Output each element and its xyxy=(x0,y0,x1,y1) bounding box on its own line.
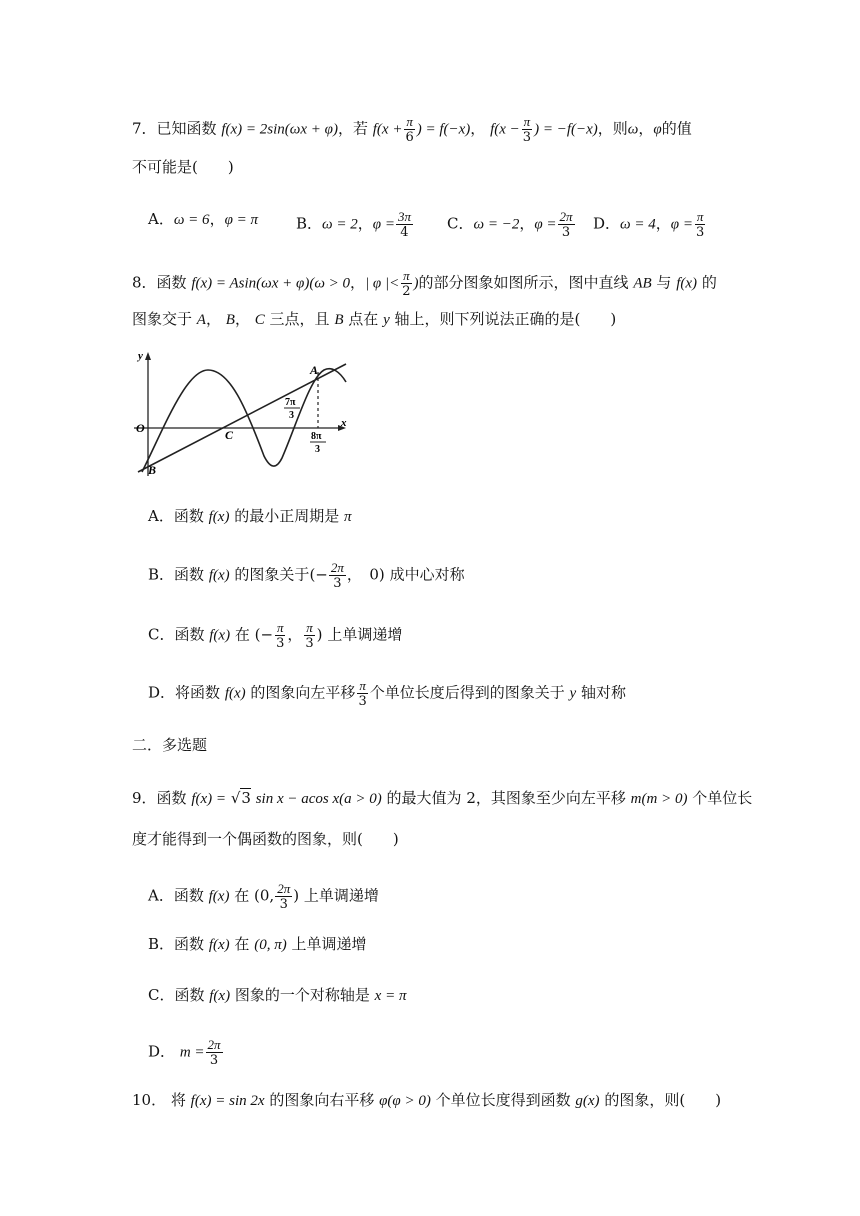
option-paren: (− xyxy=(309,565,328,584)
option-sep: ， xyxy=(209,210,225,228)
option-fraction xyxy=(694,209,706,240)
option-text: 在 xyxy=(234,886,250,905)
q7-number: 7． xyxy=(132,119,157,138)
option-label: A．函数 xyxy=(148,507,204,525)
q9-option-c[interactable] xyxy=(148,985,406,1006)
option-label: B． xyxy=(296,214,323,233)
frac-den: 3 xyxy=(276,636,285,651)
q7-condition-1b: ) = f(−x) xyxy=(416,121,471,138)
q7-fraction xyxy=(521,114,533,145)
option-paren: ) xyxy=(293,886,300,905)
option-label: B．函数 xyxy=(148,565,205,584)
q7-condition-1: f(x + xyxy=(372,121,403,138)
q9-number: 9． xyxy=(132,789,157,807)
option-omega: ω = −2 xyxy=(473,216,520,233)
q8-text: 函数 xyxy=(156,273,187,292)
q8-fx: f(x) xyxy=(676,275,698,292)
sine-curve xyxy=(142,369,346,472)
q8-option-c[interactable] xyxy=(148,620,402,651)
q8-function: f(x) = Asin(ωx + φ)(ω > 0 xyxy=(191,275,351,292)
option-text: 在 xyxy=(234,625,250,644)
q9-text: 的最大值为 2，其图象至少向左平移 xyxy=(386,789,626,807)
q9-option-b[interactable] xyxy=(148,934,367,955)
option-label: A． xyxy=(148,210,174,228)
option-fx: f(x) xyxy=(209,988,231,1004)
option-text: 图象的一个对称轴是 xyxy=(234,986,370,1004)
q7-sep: ， xyxy=(638,119,654,138)
option-label: C． xyxy=(447,214,474,233)
q10-gx: g(x) xyxy=(575,1093,600,1109)
option-value: π xyxy=(344,509,352,525)
q9-function: f(x) = xyxy=(191,791,227,807)
q8-text: ， xyxy=(350,273,366,292)
option-y: y xyxy=(569,685,577,702)
q7-stem-line2: 不可能是( ) xyxy=(132,158,234,176)
option-label: D．将函数 xyxy=(148,683,221,702)
q10-text: 的图象，则( ) xyxy=(604,1091,722,1109)
option-label: C．函数 xyxy=(148,625,205,644)
option-text: 成中心对称 xyxy=(389,565,465,584)
label-c: C xyxy=(225,428,234,442)
q7-function: f(x) = 2sin(ωx + φ) xyxy=(221,121,338,138)
q10-text: 个单位长度得到函数 xyxy=(435,1091,571,1109)
option-label: C．函数 xyxy=(148,986,205,1004)
option-text: 的最小正周期是 xyxy=(234,507,340,525)
q7-option-c[interactable] xyxy=(447,209,576,240)
frac-num: π xyxy=(523,114,531,129)
label-o: O xyxy=(136,421,145,435)
q8-text: 的 xyxy=(701,273,717,292)
option-equation: m = xyxy=(179,1044,205,1061)
option-fx: f(x) xyxy=(224,685,246,702)
q8-text: 点在 xyxy=(348,310,379,328)
q7-text: ，若 xyxy=(337,119,368,138)
q9-m: m(m > 0) xyxy=(630,791,688,807)
frac-den: 6 xyxy=(405,130,414,145)
frac-num: 2π xyxy=(330,560,344,575)
q10-function: f(x) = sin 2x xyxy=(190,1093,265,1109)
q7-text: 已知函数 xyxy=(156,119,217,138)
option-text: 的图象关于 xyxy=(234,565,310,584)
option-omega: ω = 6 xyxy=(173,212,210,228)
option-omega: ω = 2 xyxy=(322,216,358,233)
frac-den: 4 xyxy=(400,225,409,240)
frac-den: 2 xyxy=(402,284,411,299)
q7-omega: ω xyxy=(627,121,639,138)
tick-7pi-3-num: 7π xyxy=(285,397,296,408)
q8-stem-line2 xyxy=(132,309,616,330)
option-sep: ， xyxy=(357,214,373,233)
option-sep: ， xyxy=(519,214,535,233)
q7-condition-2: f(x − xyxy=(490,121,520,138)
q7-stem-line1 xyxy=(132,114,692,145)
option-interval: (0, π) xyxy=(254,937,287,953)
q7-phi: φ xyxy=(653,121,662,138)
q8-option-a[interactable] xyxy=(148,506,352,527)
q8-y: y xyxy=(383,312,390,328)
q10-phi: φ(φ > 0) xyxy=(379,1093,431,1109)
option-fx: f(x) xyxy=(209,627,231,644)
option-paren: ， 0) xyxy=(346,565,385,584)
q8-text: 三点，且 xyxy=(269,310,330,328)
option-label: B．函数 xyxy=(148,935,205,953)
q8-option-d[interactable] xyxy=(148,678,626,709)
option-text: 上单调递增 xyxy=(303,886,379,905)
q7-text: 的值 xyxy=(661,119,692,138)
q7-condition-2b: ) = −f(−x) xyxy=(534,121,598,138)
q8-line-ab: AB xyxy=(633,275,652,292)
q9-option-d[interactable] xyxy=(148,1037,224,1068)
label-x: x xyxy=(341,417,347,429)
frac-num: π xyxy=(276,620,284,635)
option-paren: (− xyxy=(254,625,274,644)
frac-den: 3 xyxy=(695,225,705,240)
q8-stem-line1 xyxy=(132,268,717,299)
q7-option-d[interactable] xyxy=(593,209,707,240)
frac-num: π xyxy=(696,209,704,224)
q8-text: 与 xyxy=(656,273,672,292)
option-fraction xyxy=(558,209,575,240)
label-a: A xyxy=(310,363,319,377)
q8-point-c: C xyxy=(254,312,265,328)
option-fx: f(x) xyxy=(208,509,230,525)
frac-num: 3π xyxy=(397,209,411,224)
option-fraction xyxy=(396,209,413,240)
option-text: 轴对称 xyxy=(580,683,626,702)
tick-8pi-3-num: 8π xyxy=(311,431,322,442)
label-b: B xyxy=(148,463,157,477)
q8-point-b: B xyxy=(334,312,344,328)
option-label: D． xyxy=(593,214,621,233)
q8-condition-end: ) xyxy=(413,275,419,292)
frac-den: 3 xyxy=(279,897,288,912)
section-heading: 二．多选题 xyxy=(132,736,208,754)
option-omega: ω = 4 xyxy=(620,216,656,233)
q8-sep: ， xyxy=(205,310,221,328)
line-ab xyxy=(138,364,346,472)
option-text: 个单位长度后得到的图象关于 xyxy=(369,683,565,702)
option-text: 在 xyxy=(234,935,250,953)
frac-num: π xyxy=(406,114,413,129)
sqrt-radicand: 3 xyxy=(241,789,251,807)
frac-num: π xyxy=(359,678,366,693)
option-paren: ) xyxy=(316,625,323,644)
q8-number: 8． xyxy=(132,273,157,292)
frac-den: 3 xyxy=(522,130,532,145)
option-fx: f(x) xyxy=(208,937,230,953)
option-equation: x = π xyxy=(374,988,407,1004)
option-fraction xyxy=(303,620,315,651)
q7-fraction xyxy=(403,114,415,145)
option-fraction xyxy=(206,1037,223,1068)
q9-text: 函数 xyxy=(156,789,187,807)
option-sep: ， xyxy=(287,625,303,644)
q9-stem-line1 xyxy=(132,788,752,809)
q8-point-b: B xyxy=(225,312,235,328)
frac-num: 2π xyxy=(207,1037,221,1052)
option-fraction xyxy=(356,678,368,709)
option-text: 的图象向左平移 xyxy=(250,683,356,702)
y-axis-arrow xyxy=(145,352,151,360)
q8-fraction xyxy=(400,268,412,299)
option-phi: φ = π xyxy=(224,212,259,228)
q8-text: 的部分图象如图所示，图中直线 xyxy=(418,273,629,292)
q9-text: 个单位长 xyxy=(692,789,753,807)
option-text: 上单调递增 xyxy=(327,625,403,644)
q8-option-b[interactable] xyxy=(148,560,465,591)
q8-condition: | φ |< xyxy=(365,275,400,292)
tick-7pi-3-den: 3 xyxy=(289,410,294,421)
frac-den: 3 xyxy=(305,636,314,651)
option-paren: (0, xyxy=(254,886,275,905)
q8-point-a: A xyxy=(196,312,206,328)
option-fraction xyxy=(329,560,346,591)
q9-function-rest: sin x − acos x(a > 0) xyxy=(255,791,382,807)
q7-option-a[interactable] xyxy=(148,209,258,230)
option-label: A．函数 xyxy=(148,886,204,905)
frac-num: π xyxy=(306,620,313,635)
option-fx: f(x) xyxy=(208,888,230,905)
q9-stem-line2: 度才能得到一个偶函数的图象，则( ) xyxy=(132,830,399,848)
q10-number: 10． xyxy=(132,1091,167,1109)
option-text: 上单调递增 xyxy=(291,935,367,953)
q8-graph xyxy=(128,348,358,478)
q7-option-b[interactable] xyxy=(296,209,414,240)
q10-text: 将 xyxy=(170,1091,186,1109)
frac-den: 3 xyxy=(561,225,571,240)
option-phi: φ = xyxy=(534,216,557,233)
q7-sep: ， xyxy=(470,119,486,138)
q10-stem xyxy=(132,1090,721,1111)
sqrt-sign: √ xyxy=(230,789,241,807)
option-fraction xyxy=(274,620,286,651)
option-label: D． xyxy=(148,1042,176,1061)
frac-num: 2π xyxy=(559,209,573,224)
label-y: y xyxy=(138,350,143,362)
q7-text: ，则 xyxy=(597,119,628,138)
q10-text: 的图象向右平移 xyxy=(269,1091,375,1109)
tick-8pi-3-den: 3 xyxy=(315,444,320,455)
option-phi: φ = xyxy=(670,216,693,233)
option-sep: ， xyxy=(655,214,671,233)
frac-den: 3 xyxy=(358,694,367,709)
frac-num: π xyxy=(403,268,410,283)
q8-text: 轴上，则下列说法正确的是( ) xyxy=(394,310,617,328)
q8-sep: ， xyxy=(234,310,250,328)
option-fx: f(x) xyxy=(208,567,230,584)
frac-den: 3 xyxy=(333,576,342,591)
q9-option-a[interactable] xyxy=(148,881,379,912)
option-phi: φ = xyxy=(372,216,395,233)
frac-den: 3 xyxy=(209,1053,219,1068)
q8-text: 图象交于 xyxy=(132,310,193,328)
option-fraction xyxy=(275,881,292,912)
frac-num: 2π xyxy=(277,881,291,896)
